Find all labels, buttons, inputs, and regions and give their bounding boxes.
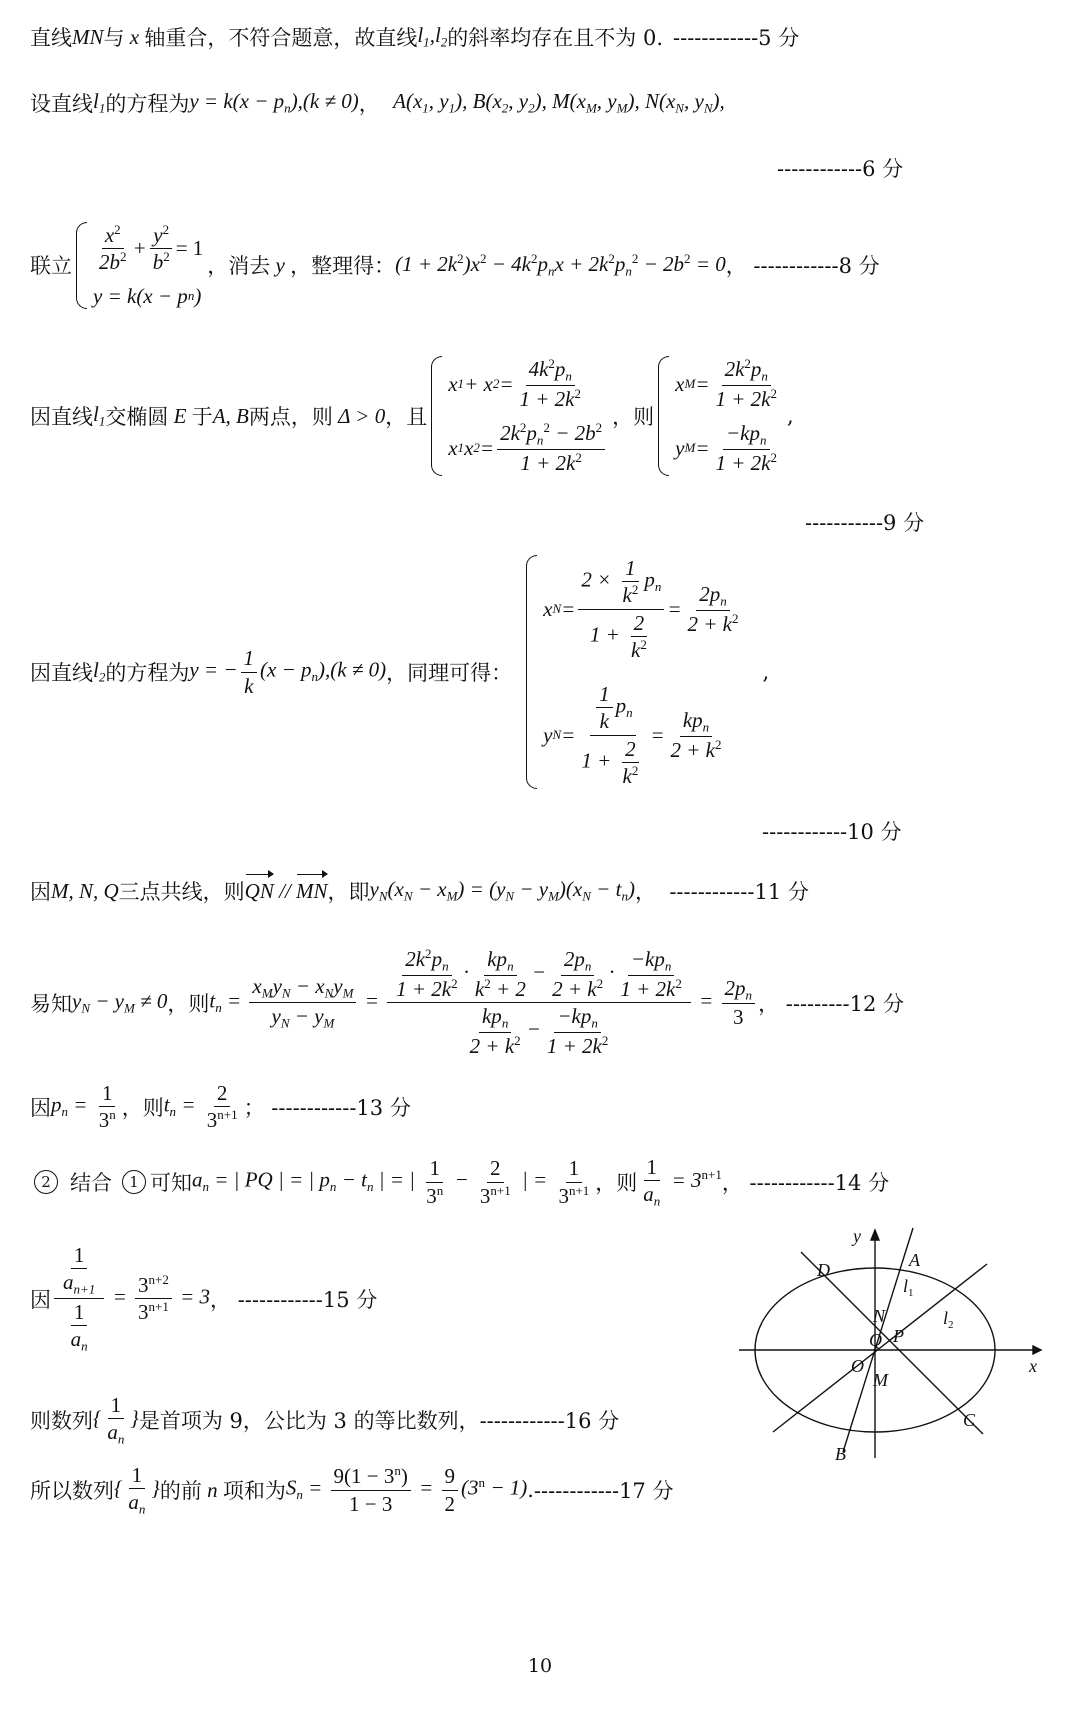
math-mn: MN — [72, 24, 104, 49]
text-l12-pre: 所以数列 — [30, 1479, 114, 1504]
math-collinear-eq: $y_N(x_N - x_M) = (y_N - y_M)(x_N - t_n)$ — [369, 877, 635, 904]
label-c: C — [963, 1410, 976, 1430]
label-q: Q — [869, 1330, 882, 1350]
line-15: 因 $\frac{\frac{1}{a_{n+1}}}{\frac{1}{a_n}}$ = $\frac{3^{n+2}}{3^{n+1}}$ = 3 ， ------------15 分 — [30, 1243, 378, 1354]
score-14: ------------14 分 — [749, 1171, 890, 1196]
line-12: 易知 $y_N - y_M \ne 0$ ，则 $t_n$ = $\frac{x_My_N - x_Ny_M}{y_N - y_M}$ = $\frac{2k^2p_n}{1 + 2k^2}$ · $\frac{kp_n}{k^2 + 2}$ − $\frac{2p_n}{2 + k^2}$ · $\frac{-kp_n}{1 + 2k^2}$ $\frac{kp_n}{2 + k^2}$ − $\frac{-kp_n}{1 + 2k^2}$ = $\frac{2p_n}{3}$ ， ---------12 分 — [30, 946, 905, 1058]
text-l12-mid2: 项和为 — [222, 1479, 286, 1504]
label-l2: $l_2$ — [943, 1308, 954, 1331]
text-l2-pre: 设直线 — [30, 92, 93, 116]
y-axis-arrow — [871, 1230, 879, 1240]
score-6: ------------6 分 — [777, 157, 904, 181]
text-l4-mid: 交椭圆 — [105, 405, 169, 430]
text-l4-pre: 因直线 — [30, 405, 93, 430]
text-l6-pre: 因 — [30, 880, 51, 904]
text-l4-mid5: ，则 — [612, 405, 655, 430]
math-l1l2: $l_1,l_2$ — [417, 23, 448, 50]
score-12: ---------12 分 — [785, 991, 905, 1016]
ellipse-figure — [735, 1226, 1045, 1466]
text-l4-mid4: ，且 — [385, 405, 428, 430]
text-l10-pre: 因 — [30, 1287, 51, 1312]
math-l2-eq: y = − $\frac{1}{k}$ $(x - p_n),(k \ne 0)$ — [189, 646, 387, 698]
text-l2-mid: 的方程为 — [105, 92, 190, 116]
score-16: ------------16 分 — [479, 1409, 620, 1434]
text-l9-mid: 结合 — [70, 1171, 112, 1196]
text-l5-mid2: ，同理可得： — [386, 661, 513, 685]
text-l7-pre: 易知 — [30, 991, 72, 1016]
text-l5-mid: 的方程为 — [105, 661, 190, 685]
math-l1: $l_1$ — [93, 89, 106, 116]
score-8: ------------8 分 — [753, 254, 880, 279]
text-l11-pre: 则数列 — [30, 1409, 93, 1434]
line-5 — [30, 22, 799, 52]
math-ratio: $\frac{\frac{1}{a_{n+1}}}{\frac{1}{a_n}}$ = $\frac{3^{n+2}}{3^{n+1}}$ = 3 — [51, 1242, 210, 1355]
text-l4-mid2: 于 — [191, 405, 213, 430]
circled-2: 2 — [34, 1170, 58, 1194]
text-l7-mid: ，则 — [167, 991, 210, 1016]
score-17: ------------17 分 — [533, 1479, 674, 1504]
text-l8-mid: ，则 — [121, 1095, 164, 1120]
circled-1: 1 — [122, 1170, 146, 1194]
line-11: 因 M, N, Q 三点共线，则 QN // MN ，即 $y_N(x_N - x_M) = (y_N - y_M)(x_N - t_n)$ ， ------------11 分 — [30, 877, 809, 904]
text-l9-mid3: ，则 — [595, 1171, 638, 1196]
text-l9-mid2: 可知 — [150, 1171, 192, 1196]
math-sum: $S_n$ = $\frac{9(1 - 3^n)}{1 - 3}$ = $\frac{9}{2}$ $(3^n - 1)$ — [285, 1463, 528, 1516]
text-l1-post: 的斜率均存在且不为 0. — [447, 26, 664, 50]
label-n: N — [873, 1306, 886, 1326]
text-l4-mid3: 两点，则 — [248, 405, 333, 430]
system-ellipse-line: $\frac{x^2}{2b^2}$ + $\frac{y^2}{b^2}$ = 1 y = k(x − p n ) — [76, 222, 203, 309]
line-6: 设直线 $l_1$ 的方程为 $y = k(x - p_n),(k \ne 0)$ ， $A(x_1$, $y_1$), $B(x_2$, $y_2$), $M(x_M$, $y_M$), $N(x_N$, $y_N$), — [30, 89, 725, 116]
math-tn-formula: $t_n$ = $\frac{x_My_N - x_Ny_M}{y_N - y_M}$ = $\frac{2k^2p_n}{1 + 2k^2}$ · $\frac{kp_n}{k^2 + 2}$ − $\frac{2p_n}{2 + k^2}$ · $\frac{-kp_n}{1 + 2k^2}$ $\frac{kp_n}{2 + k^2}$ − $\frac{-kp_n}{1 + 2k^2}$ = $\frac{2p_n}{3}$ — [209, 946, 758, 1059]
line-13: 因 $p_n$ = $\frac{1}{3^n}$ ，则 $t_n$ = $\frac{2}{3^{n+1}}$ ； ------------13 分 — [30, 1081, 411, 1133]
system-midpoint-n: x N = 2 × $\frac{1}{k^2}$ $p_n$ 1 + $\frac{2}{k^2}$ = $\frac{2p_n}{2 + k^2}$ y N = $\frac{1}{k}$ $p_n$ 1 + $\frac{2}{k^2}$ = $\frac{kp_n}{2 + k^2}$ — [526, 555, 744, 789]
line-9: 因直线 $l_1$ 交椭圆 E 于 A, B 两点，则 Δ > 0 ，且 x 1 + x 2 = $\frac{4k^2p_n}{1 + 2k^2}$ x 1 x 2 = $\frac{2k^2p_n^2 - 2b^2}{1 + 2k^2}$ ，则 x M = $\frac{2k^2p_n}{1 + 2k^2}$ y M = $\frac{-kp_n}{1 + 2k^2}$ , — [30, 356, 794, 475]
text-l1-mid2: 轴重合，不符合题意，故直线 — [144, 26, 418, 50]
math-an: $a_n$ = | PQ | = | $p_n - t_n$ | = | $\frac{1}{3^n}$ − $\frac{2}{3^{n+1}}$ | = $\frac{1}{3^{n+1}}$ — [192, 1156, 590, 1208]
text-l3-pre: 联立 — [30, 254, 72, 279]
math-vector-parallel: QN // MN — [244, 878, 328, 903]
score-5: ------------5 分 — [673, 26, 800, 50]
math-x: x — [124, 24, 145, 49]
text-l6-mid: 三点共线，则 — [118, 880, 245, 904]
label-x: x — [1029, 1356, 1037, 1376]
text-l3-mid2: ，整理得： — [290, 254, 396, 279]
score-13: ------------13 分 — [271, 1095, 411, 1120]
score-11: ------------11 分 — [669, 880, 809, 904]
score-15: ------------15 分 — [237, 1287, 378, 1312]
label-y: y — [853, 1226, 861, 1246]
line-8: 联立 $\frac{x^2}{2b^2}$ + $\frac{y^2}{b^2}$ = 1 y = k(x − p n ) ，消去 y ，整理得： $(1 + 2k^2)x^2 - 4k^2p_nx + 2k^2p_n^2 - 2b^2 = 0$ ， ------------8 分 — [30, 222, 880, 308]
line-14: 2 结合 1 可知 $a_n$ = | PQ | = | $p_n - t_n$ | = | $\frac{1}{3^n}$ − $\frac{2}{3^{n+1}}$ | = $\frac{1}{3^{n+1}}$ ，则 $\frac{1}{a_n}$ = $3^{n+1}$ ， ------------14 分 — [30, 1154, 889, 1210]
label-d: D — [817, 1260, 830, 1280]
text-l1-pre: 直线 — [30, 26, 72, 50]
system-midpoint-m: x M = $\frac{2k^2p_n}{1 + 2k^2}$ y M = $\frac{-kp_n}{1 + 2k^2}$ — [658, 356, 783, 476]
text-l3-mid: ，消去 — [207, 254, 271, 279]
label-a: A — [909, 1250, 920, 1270]
system-vieta: x 1 + x 2 = $\frac{4k^2p_n}{1 + 2k^2}$ x 1 x 2 = $\frac{2k^2p_n^2 - 2b^2}{1 + 2k^2}$ — [431, 356, 608, 476]
label-origin: O — [851, 1356, 864, 1376]
text-l5-pre: 因直线 — [30, 661, 93, 685]
x-axis-arrow — [1033, 1346, 1041, 1354]
score-9: -----------9 分 — [805, 511, 925, 535]
page-number: 10 — [527, 1655, 553, 1677]
label-l1: $l_1$ — [903, 1276, 914, 1299]
text-l11-post: 是首项为 9，公比为 3 的等比数列， — [138, 1409, 480, 1434]
text-l1-mid: 与 — [103, 26, 125, 50]
line-16: 则数列 { $\frac{1}{a_n}$ } 是首项为 9，公比为 3 的等比数列， ------------16 分 — [30, 1393, 620, 1447]
line-17: 所以数列 { $\frac{1}{a_n}$ } 的前 n 项和为 $S_n$ = $\frac{9(1 - 3^n)}{1 - 3}$ = $\frac{9}{2}$ $(3^n - 1)$ . ------------17 分 — [30, 1463, 674, 1517]
line-10: 因直线 $l_2$ 的方程为 y = − $\frac{1}{k}$ $(x - p_n),(k \ne 0)$ ，同理可得： x N = 2 × $\frac{1}{k^2}$ $p_n$ 1 + $\frac{2}{k^2}$ = $\frac{2p_n}{2 + k^2}$ y N = $\frac{1}{k}$ $p_n$ 1 + $\frac{2}{k^2}$ = $\frac{kp_n}{2 + k^2}$ , — [30, 556, 770, 788]
math-quadratic: $(1 + 2k^2)x^2 - 4k^2p_nx + 2k^2p_n^2 - 2b^2 = 0$ — [395, 251, 726, 279]
text-l6-mid2: ，即 — [327, 880, 370, 904]
text-l8-pre: 因 — [30, 1095, 51, 1120]
label-b: B — [835, 1444, 846, 1464]
label-p: P — [893, 1326, 904, 1346]
score-10: ------------10 分 — [762, 820, 902, 844]
math-line-eq: $y = k(x - p_n),(k \ne 0)$ — [189, 89, 359, 116]
math-points: $A(x_1$, $y_1$), $B(x_2$, $y_2$), $M(x_M$, $y_M$), $N(x_N$, $y_N$), — [393, 89, 725, 116]
label-m: M — [873, 1370, 888, 1390]
text-l12-mid: 的前 — [159, 1479, 202, 1504]
